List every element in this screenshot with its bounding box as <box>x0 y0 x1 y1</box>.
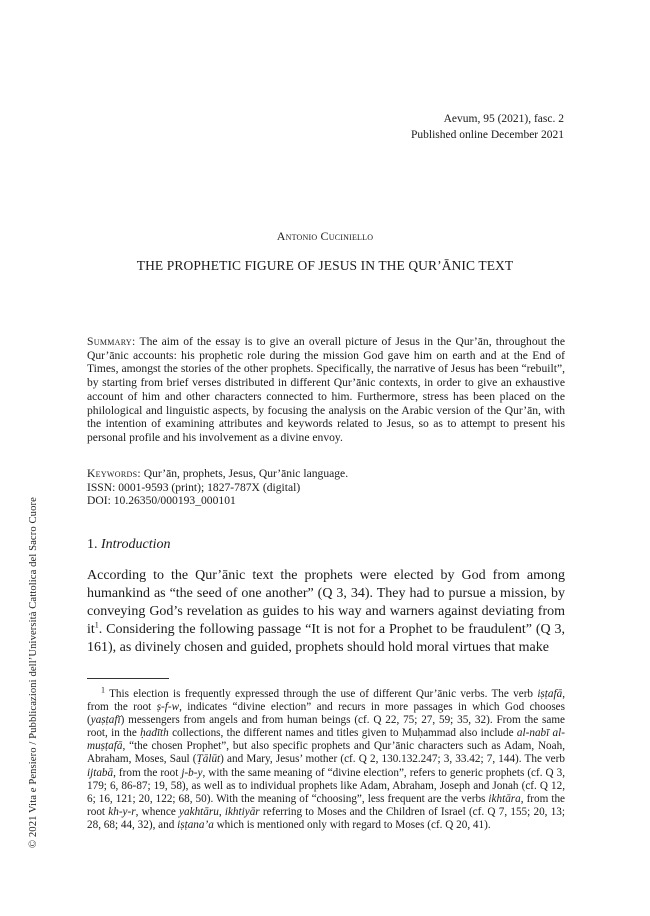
footnote-text: , “the chosen Prophet”, but also specific prophets and Qur’ānic characters such as Adam, Noah, Abraham, Moses, Saul ( <box>87 740 565 766</box>
footnote-text: This election is frequently expressed through the use of different Qur’ānic verbs. The verb <box>105 688 538 700</box>
footnote-divider <box>87 678 169 679</box>
journal-citation: Aevum, 95 (2021), fasc. 2 <box>443 113 564 125</box>
article-title: THE PROPHETIC FIGURE OF JESUS IN THE QUR’ĀNIC TEXT <box>136 258 514 273</box>
footnote-term: al-nabī al-muṣṭafā <box>87 727 565 753</box>
footnote-term: yakhtāru <box>179 805 219 818</box>
footnote-1 <box>87 685 566 832</box>
summary-text: The aim of the essay is to give an overall picture of Jesus in the Qur’ān, throughout the Qur’ānic accounts: his prophetic role during the mission God gave him on earth and at the End of Times, amongst the stories of the other prophets. Specifically, the narrative of Jesus has been “rebuilt”, by starting from brief verses distributed in different Qur’ānic contexts, in order to give an exhaustive account of him and other characters connected to him. Furthermore, stress has been placed on the philological and linguistic aspects, by focusing the analysis on the Arabic version of the Qur’ān, with the intention of examining attributes and keywords related to Jesus, so as to attempt to present his personal profile and his involvement as a divine envoy. <box>87 335 565 444</box>
footnote-text: , <box>218 805 225 818</box>
section-title: Introduction <box>101 537 171 552</box>
footnote-term: ḥadīth <box>140 727 169 740</box>
author-name-text: Antonio Cuciniello <box>276 229 374 243</box>
section-heading <box>87 537 170 553</box>
footnote-term: ijtabā <box>87 766 114 779</box>
footnote-term: j-b-y <box>181 766 203 779</box>
copyright-notice: © 2021 Vita e Pensiero / Pubblicazioni dell’Università Cattolica del Sacro Cuore <box>28 497 39 848</box>
footnote-term: yaṣṭafī <box>90 714 121 727</box>
keywords-line <box>87 467 565 481</box>
footnote-term: iṣṭafā <box>537 688 563 700</box>
footnote-reference[interactable]: 1 <box>94 620 99 630</box>
footnote-text: , from the root <box>113 766 182 779</box>
keywords-text: Qur’ān, prophets, Jesus, Qur’ānic language. <box>143 467 349 480</box>
doi-line: DOI: 10.26350/000193_000101 <box>87 494 236 508</box>
footnote-text: , with the same meaning of “divine election”, refers to generic prophets (cf. Q 3, 179; 6, 86-87; 19, 58), as well as to individual prophets like Adam, Abraham, Joseph and Jonah (cf. Q 12, 6; 16, 121; 20, 122; 68, 50). With the meaning of “choosing”, less frequent are the verbs <box>87 766 566 805</box>
journal-info <box>411 111 564 143</box>
footnote-term: iṣṭana’a <box>177 818 214 831</box>
footnote-term: ikhtāra <box>488 792 521 805</box>
section-number: 1. <box>87 537 98 552</box>
body-paragraph <box>87 567 565 657</box>
issn-line: ISSN: 0001-9593 (print); 1827-787X (digital) <box>87 480 301 494</box>
footnote-text: , from the root <box>87 792 565 818</box>
author-name <box>0 229 650 244</box>
publication-date: Published online December 2021 <box>411 129 564 141</box>
footnote-term: ṣ-f-w <box>156 701 180 714</box>
footnote-text: referring to Moses and the Children of Israel (cf. Q 7, 155; 20, 13; 28, 68; 44, 32), and <box>87 805 565 831</box>
footnote-term: kh-y-r <box>108 805 136 818</box>
footnote-text: , from the root <box>87 688 565 714</box>
summary-label: Summary: <box>87 335 136 348</box>
footnote-number: 1 <box>101 685 105 695</box>
summary-abstract <box>87 335 565 445</box>
body-text-part-1: According to the Qur’ānic text the prophets were elected by God from among humankind as “the seed of one another” (Q 3, 34). They had to pursue a mission, by conveying God’s revelation as guides to his way and warners against deviating from it <box>87 568 565 637</box>
footnote-text: , whence <box>135 805 180 818</box>
article-metadata <box>87 467 565 508</box>
body-text-part-2: . Considering the following passage “It is not for a Prophet to be fraudulent” (Q 3, 161), as divinely chosen and guided, prophets should hold moral virtues that make <box>87 622 565 655</box>
footnote-term: Ṭālūt <box>196 753 221 766</box>
footnote-text: collections, the different names and titles given to Muḥammad also include <box>168 727 517 740</box>
footnote-text: , indicates “divine election” and recurs in more passages in which God chooses ( <box>87 701 565 727</box>
footnote-term: ikhtiyār <box>224 805 260 818</box>
footnote-text: which is mentioned only with regard to Moses (cf. Q 20, 41). <box>213 818 491 831</box>
footnote-text: ) and Mary, Jesus’ mother (cf. Q 2, 130.132.247; 3, 33.42; 7, 144). The verb <box>220 753 565 766</box>
keywords-label: Keywords: <box>87 467 141 480</box>
footnote-text: ) messengers from angels and from human beings (cf. Q 22, 75; 27, 59; 35, 32). From the same root, in the <box>87 714 565 740</box>
